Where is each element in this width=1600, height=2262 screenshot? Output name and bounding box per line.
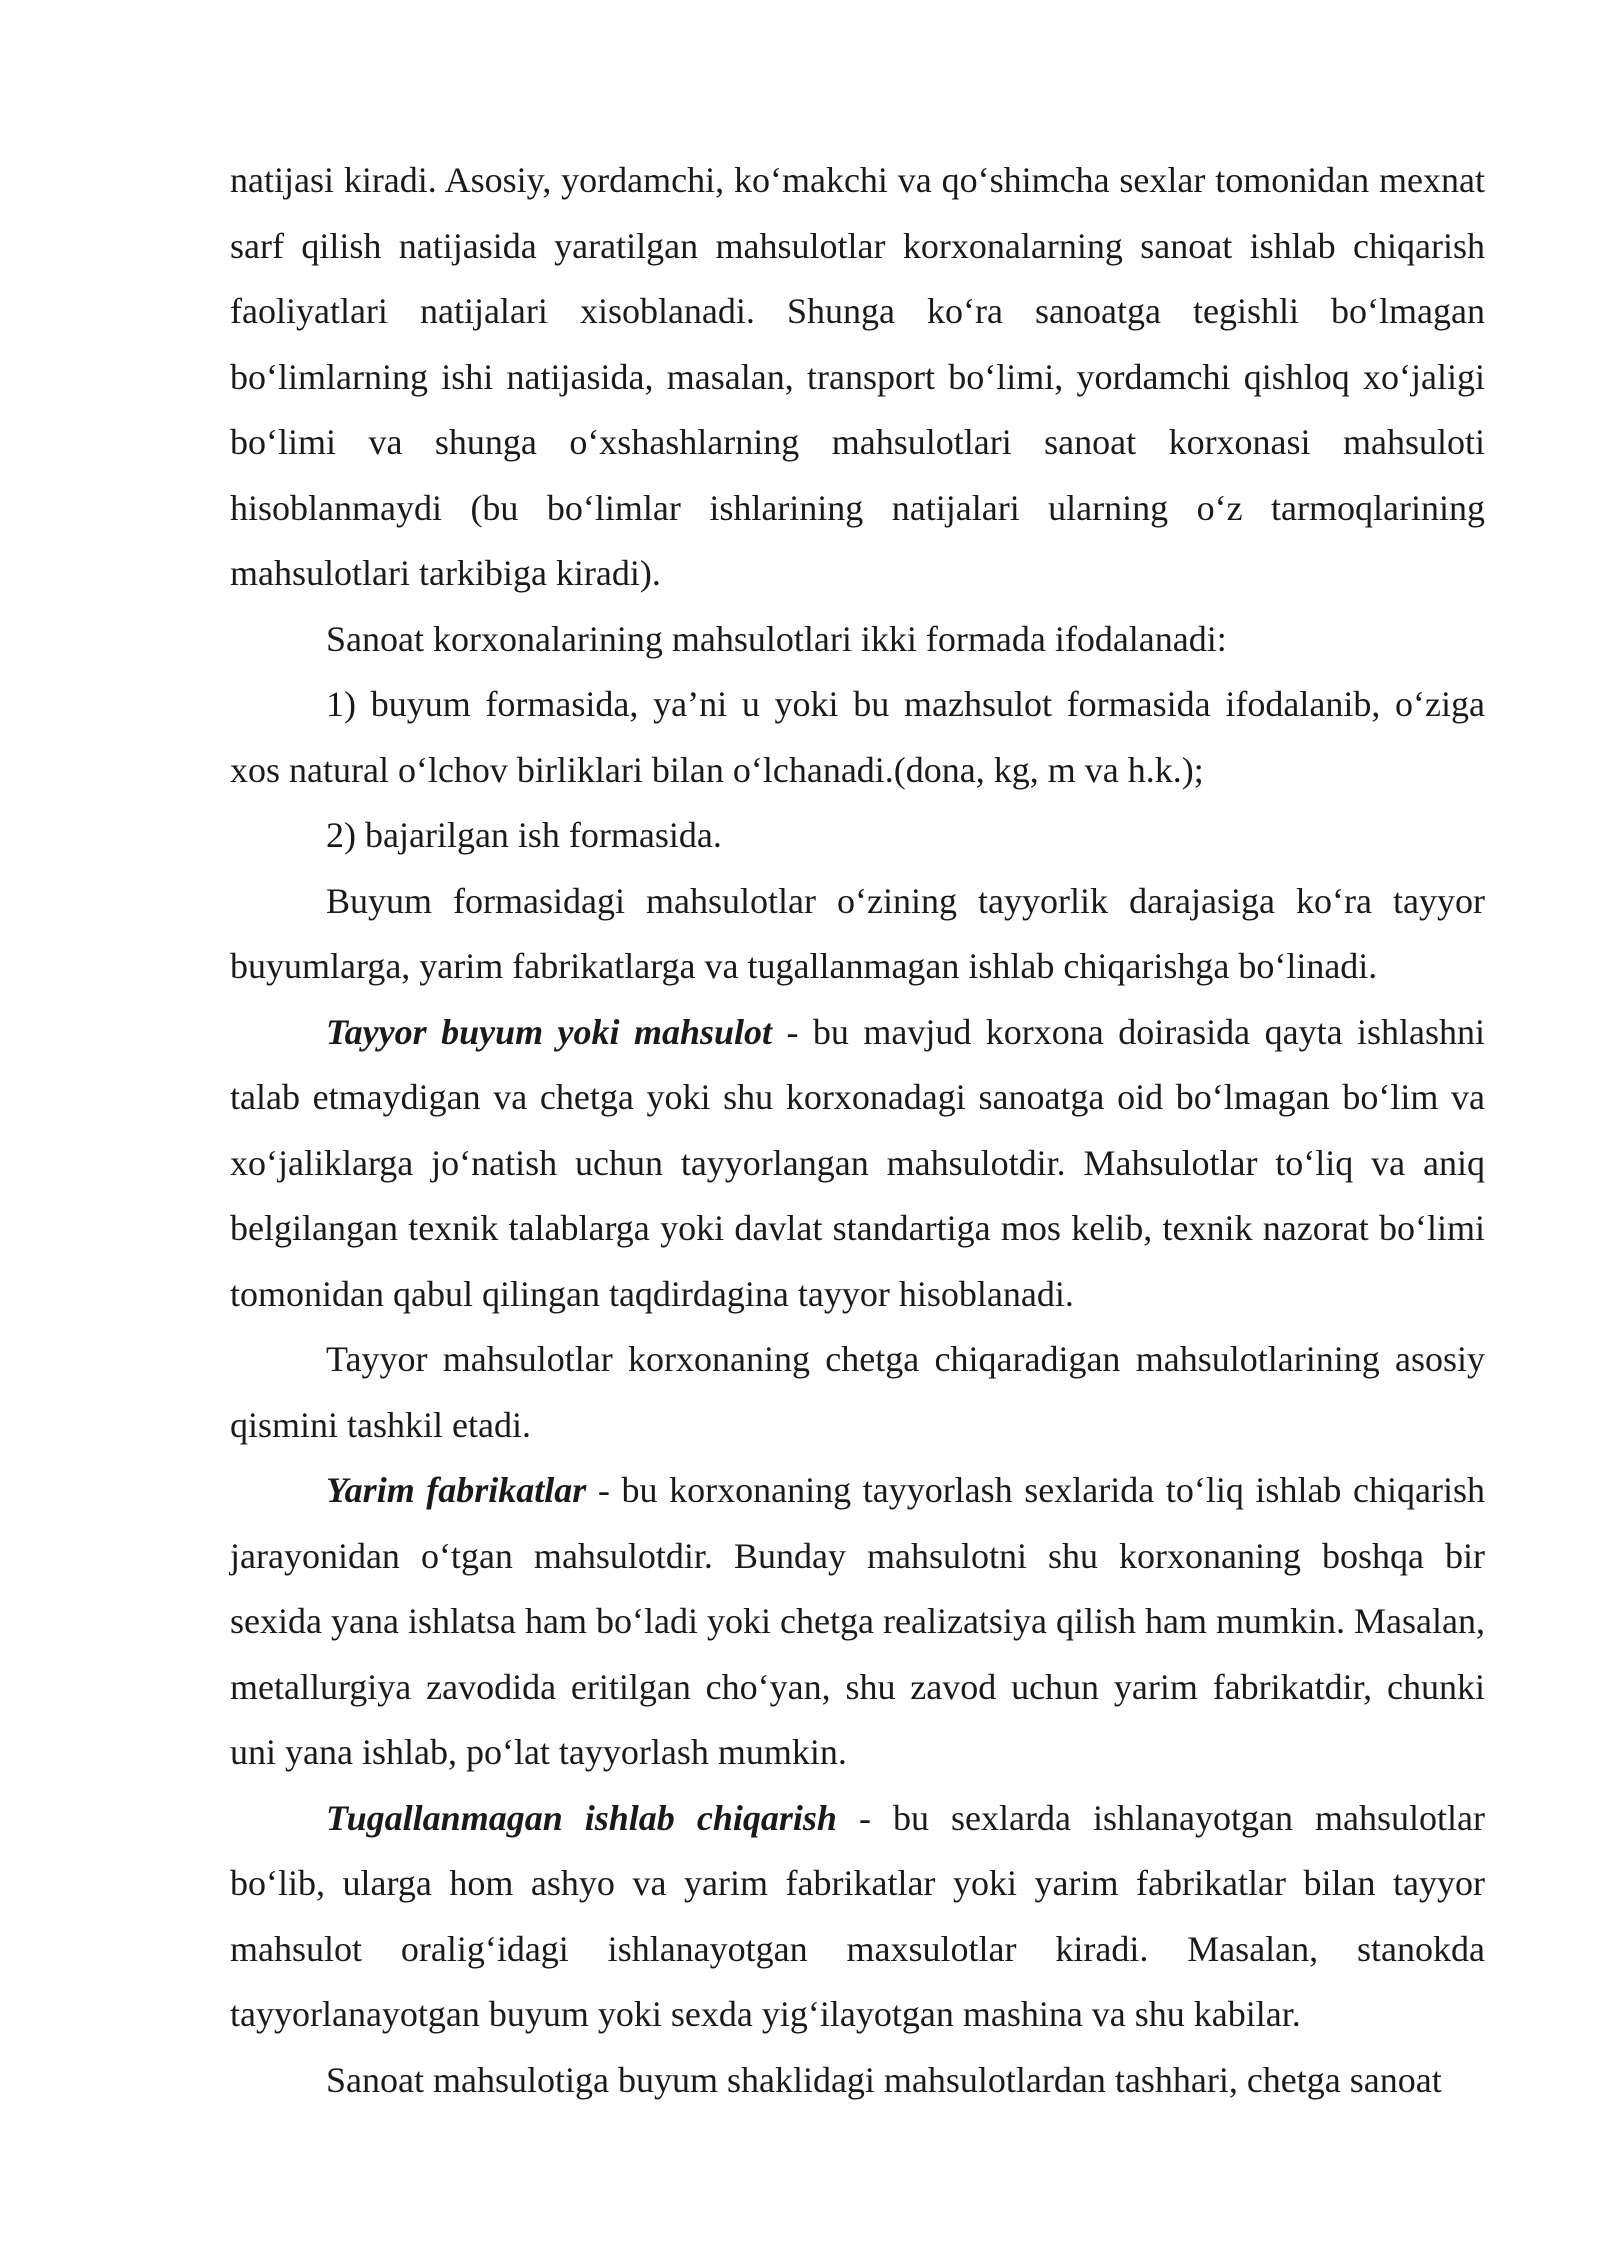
defined-term: Tugallanmagan ishlab chiqarish <box>326 1797 837 1838</box>
paragraph-text: - bu sexlarda ishlanayotgan mahsulotlar bo‘lib, ularga hom ashyo va yarim fabrikatlar yoki yarim fabrikatlar bilan tayyor mahsulot oralig‘idagi ishlanayotgan maxsulotlar kiradi. Masalan, stanokda tayyorlanayotgan buyum yoki sexda yig‘ilayotgan mashina va shu kabilar. <box>230 1797 1485 2034</box>
paragraph-text: - bu mavjud korxona doirasida qayta ishlashni talab etmaydigan va chetga yoki shu korxonadagi sanoatga oid bo‘lmagan bo‘lim va xo‘jaliklarga jo‘natish uchun tayyorlangan mahsulotdir. Mahsulotlar to‘liq va aniq belgilangan texnik talablarga yoki davlat standartiga mos kelib, texnik nazorat bo‘limi tomonidan qabul qilingan taqdirdagina tayyor hisoblanadi. <box>230 1011 1486 1314</box>
paragraph-3-list-item-1 <box>230 672 1485 803</box>
paragraph-8 <box>230 1458 1485 1786</box>
paragraph-6 <box>230 1000 1485 1328</box>
paragraph-text: - bu korxonaning tayyorlash sexlarida to‘liq ishlab chiqarish jarayonidan o‘tgan mahsulotdir. Bunday mahsulotni shu korxonaning boshqa bir sexida yana ishlatsa ham bo‘ladi yoki chetga realizatsiya qilish ham mumkin. Masalan, metallurgiya zavodida eritilgan cho‘yan, shu zavod uchun yarim fabrikatdir, chunki uni yana ishlab, po‘lat tayyorlash mumkin. <box>230 1470 1485 1772</box>
paragraph-2 <box>230 607 1485 673</box>
paragraph-text: 2) bajarilgan ish formasida. <box>326 815 722 855</box>
paragraph-5 <box>230 869 1485 1000</box>
paragraph-1 <box>230 148 1485 607</box>
paragraph-7 <box>230 1327 1485 1458</box>
paragraph-text: 1) buyum formasida, ya’ni u yoki bu mazhsulot formasida ifodalanib, o‘ziga xos natural o‘lchov birliklari bilan o‘lchanadi.(dona, kg, m va h.k.); <box>230 684 1485 790</box>
paragraph-text: Sanoat mahsulotiga buyum shaklidagi mahsulotlardan tashhari, chetga sanoat <box>326 2059 1442 2100</box>
paragraph-10 <box>230 2048 1485 2114</box>
defined-term: Yarim fabrikatlar <box>326 1470 587 1510</box>
paragraph-text: natijasi kiradi. Asosiy, yordamchi, ko‘makchi va qo‘shimcha sexlar tomonidan mexnat sarf qilish natijasida yaratilgan mahsulotlar korxonalarning sanoat ishlab chiqarish faoliyatlari natijalari xisoblanadi. Shunga ko‘ra sanoatga tegishli bo‘lmagan bo‘limlarning ishi natijasida, masalan, transport bo‘limi, yordamchi qishloq xo‘jaligi bo‘limi va shunga o‘xshashlarning mahsulotlari sanoat korxonasi mahsuloti hisoblanmaydi (bu bo‘limlar ishlarining natijalari ularning o‘z tarmoqlarining mahsulotlari tarkibiga kiradi). <box>230 160 1485 593</box>
paragraph-4-list-item-2 <box>230 803 1485 869</box>
paragraph-text: Sanoat korxonalarining mahsulotlari ikki formada ifodalanadi: <box>326 618 1227 659</box>
paragraph-9 <box>230 1786 1485 2048</box>
defined-term: Tayyor buyum yoki mahsulot <box>326 1011 773 1052</box>
document-page <box>230 148 1485 2113</box>
paragraph-text: Buyum formasidagi mahsulotlar o‘zining tayyorlik darajasiga ko‘ra tayyor buyumlarga, yarim fabrikatlarga va tugallanmagan ishlab chiqarishga bo‘linadi. <box>230 880 1485 986</box>
paragraph-text: Tayyor mahsulotlar korxonaning chetga chiqaradigan mahsulotlarining asosiy qismini tashkil etadi. <box>230 1339 1485 1445</box>
